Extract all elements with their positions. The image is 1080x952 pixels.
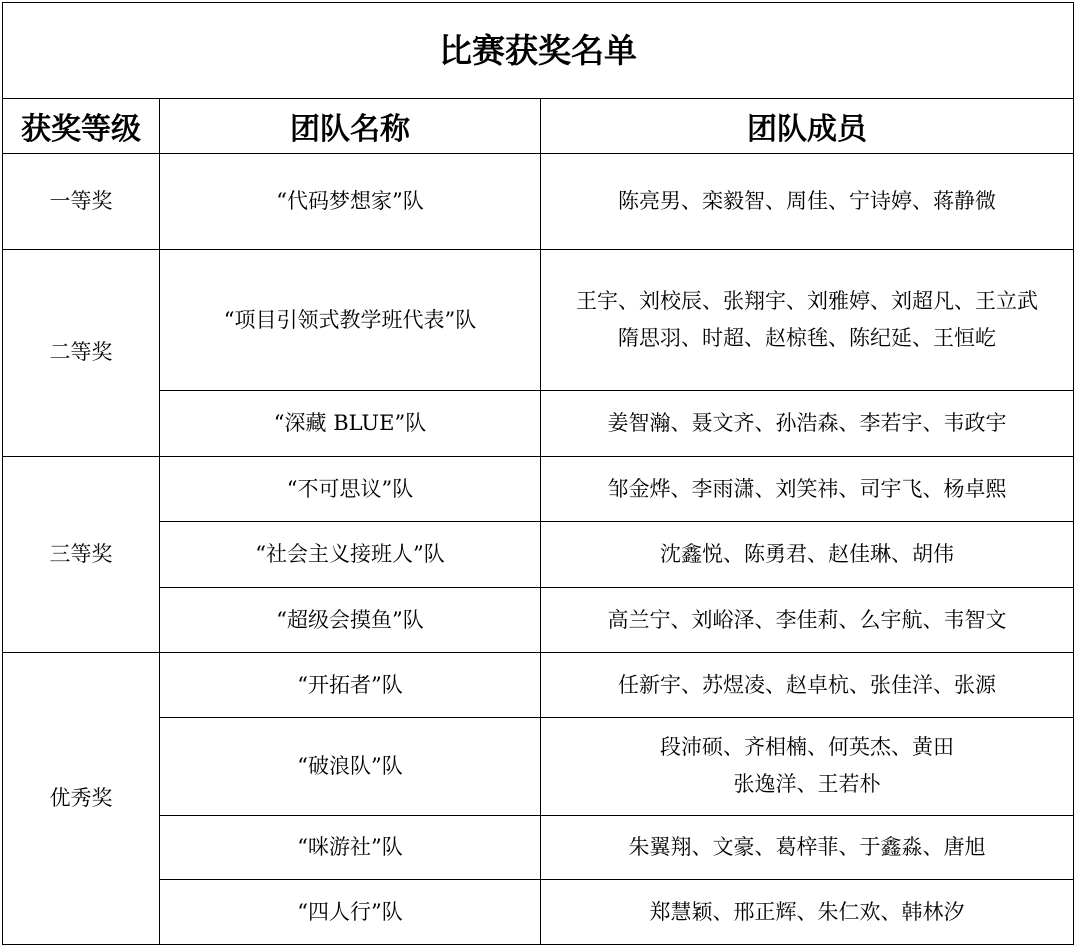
award-table [2, 2, 1074, 945]
team-members [541, 653, 1074, 718]
team-name: “四人行”队 [160, 880, 541, 945]
members-line: 朱翼翔、文豪、葛梓菲、于鑫淼、唐旭 [628, 835, 986, 860]
team-name: “破浪队”队 [160, 718, 541, 816]
table-row [3, 456, 1074, 522]
table-row [3, 522, 1074, 588]
team-members [541, 815, 1074, 880]
header-team-members: 团队成员 [541, 98, 1074, 153]
team-members [541, 880, 1074, 945]
header-row [3, 98, 1074, 153]
team-members [541, 522, 1074, 588]
members-line: 王宇、刘校辰、张翔宇、刘雅婷、刘超凡、王立武 [576, 289, 1038, 314]
award-level-first: 一等奖 [3, 154, 160, 250]
team-name: “社会主义接班人”队 [160, 522, 541, 588]
header-team-name: 团队名称 [160, 98, 541, 153]
table-row [3, 391, 1074, 457]
team-name: “超级会摸鱼”队 [160, 587, 541, 653]
team-name: “开拓者”队 [160, 653, 541, 718]
team-name: “深藏 BLUE”队 [160, 391, 541, 457]
table-row [3, 815, 1074, 880]
members-line: 陈亮男、栾毅智、周佳、宁诗婷、蒋静微 [618, 189, 996, 214]
team-members [541, 154, 1074, 250]
award-level-third: 三等奖 [3, 456, 160, 653]
table-row [3, 880, 1074, 945]
team-members [541, 718, 1074, 816]
members-line: 段沛硕、齐相楠、何英杰、黄田 [660, 735, 954, 760]
table-row [3, 154, 1074, 250]
members-line: 高兰宁、刘峪泽、李佳莉、么宇航、韦智文 [607, 607, 1007, 632]
members-line: 张逸洋、王若朴 [733, 772, 881, 797]
award-level-second: 二等奖 [3, 250, 160, 457]
team-name: “咪游社”队 [160, 815, 541, 880]
table-row [3, 587, 1074, 653]
members-line: 隋思羽、时超、赵椋毪、陈纪延、王恒屹 [618, 326, 996, 351]
team-name: “不可思议”队 [160, 456, 541, 522]
table-row [3, 250, 1074, 391]
table-title: 比赛获奖名单 [3, 3, 1074, 99]
team-members [541, 391, 1074, 457]
team-name: “项目引领式教学班代表”队 [160, 250, 541, 391]
members-line: 任新宇、苏煜凌、赵卓杭、张佳洋、张源 [618, 672, 996, 697]
table-row [3, 653, 1074, 718]
members-line: 沈鑫悦、陈勇君、赵佳琳、胡伟 [660, 542, 954, 567]
team-members [541, 587, 1074, 653]
team-members [541, 250, 1074, 391]
team-name: “代码梦想家”队 [160, 154, 541, 250]
members-line: 郑慧颖、邢正辉、朱仁欢、韩林汐 [649, 899, 965, 924]
members-line: 姜智瀚、聂文齐、孙浩森、李若宇、韦政宇 [607, 411, 1007, 436]
team-members [541, 456, 1074, 522]
members-line: 邹金烨、李雨潇、刘笑祎、司宇飞、杨卓熙 [607, 476, 1007, 501]
award-level-excellence: 优秀奖 [3, 653, 160, 945]
header-level: 获奖等级 [3, 98, 160, 153]
table-row [3, 718, 1074, 816]
